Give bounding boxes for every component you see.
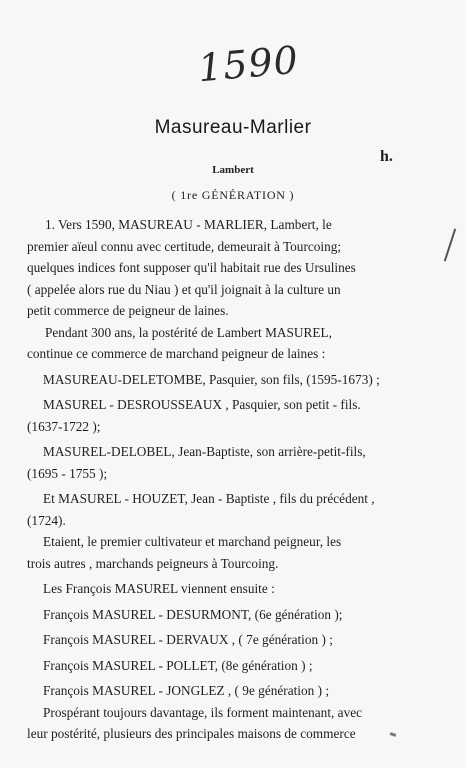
text-line: François MASUREL - DESURMONT, (6e génération ); xyxy=(43,606,343,622)
text-line: Les François MASUREL viennent ensuite : xyxy=(43,581,275,596)
text-line: François MASUREL - JONGLEZ , ( 9e génération ) ; xyxy=(43,683,330,698)
text-line: (1724). xyxy=(27,512,66,528)
text-line: MASUREL - DESROUSSEAUX , Pasquier, son petit - fils. xyxy=(43,397,361,412)
text-line: 1. Vers 1590, MASUREAU - MARLIER, Lambert, le xyxy=(45,217,332,232)
text-line: MASUREAU-DELETOMBE, Pasquier, son fils, (1595-1673) ; xyxy=(43,371,380,387)
text-line: Et MASUREL - HOUZET, Jean - Baptiste , fils du précédent , xyxy=(43,491,375,506)
text-line: quelques indices font supposer qu'il habitait rue des Ursulines xyxy=(27,260,356,275)
text-line: Pendant 300 ans, la postérité de Lambert MASUREL, xyxy=(45,324,332,340)
page-subtitle: Lambert xyxy=(212,164,254,176)
side-letter: h. xyxy=(380,148,393,165)
text-line: ( appelée alors rue du Niau ) et qu'il joignait à la culture un xyxy=(27,281,341,297)
text-line: trois autres , marchands peigneurs à Tourcoing. xyxy=(27,555,279,571)
text-line: leur postérité, plusieurs des principales maisons de commerce xyxy=(27,726,356,741)
text-line: petit commerce de peigneur de laines. xyxy=(27,303,229,318)
text-line: Etaient, le premier cultivateur et marchand peigneur, les xyxy=(43,534,342,549)
handwritten-number: 1590 xyxy=(196,37,301,91)
text-line: François MASUREL - POLLET, (8e génération ) ; xyxy=(43,657,313,673)
text-line: François MASUREL - DERVAUX , ( 7e génération ) ; xyxy=(43,632,333,647)
body-text xyxy=(27,214,405,745)
text-line: continue ce commerce de marchand peigneur de laines : xyxy=(27,346,326,361)
text-line: Prospérant toujours davantage, ils forment maintenant, avec xyxy=(43,704,363,720)
text-line: (1637-1722 ); xyxy=(27,418,101,434)
text-line: MASUREL-DELOBEL, Jean-Baptiste, son arrière-petit-fils, xyxy=(43,444,366,459)
page-title: Masureau-Marlier xyxy=(154,117,312,138)
text-line: premier aïeul connu avec certitude, demeurait à Tourcoing; xyxy=(27,238,342,254)
text-line: (1695 - 1755 ); xyxy=(27,465,108,481)
pencil-mark xyxy=(444,229,456,262)
generation-label: ( 1re GÉNÉRATION ) xyxy=(171,188,295,202)
